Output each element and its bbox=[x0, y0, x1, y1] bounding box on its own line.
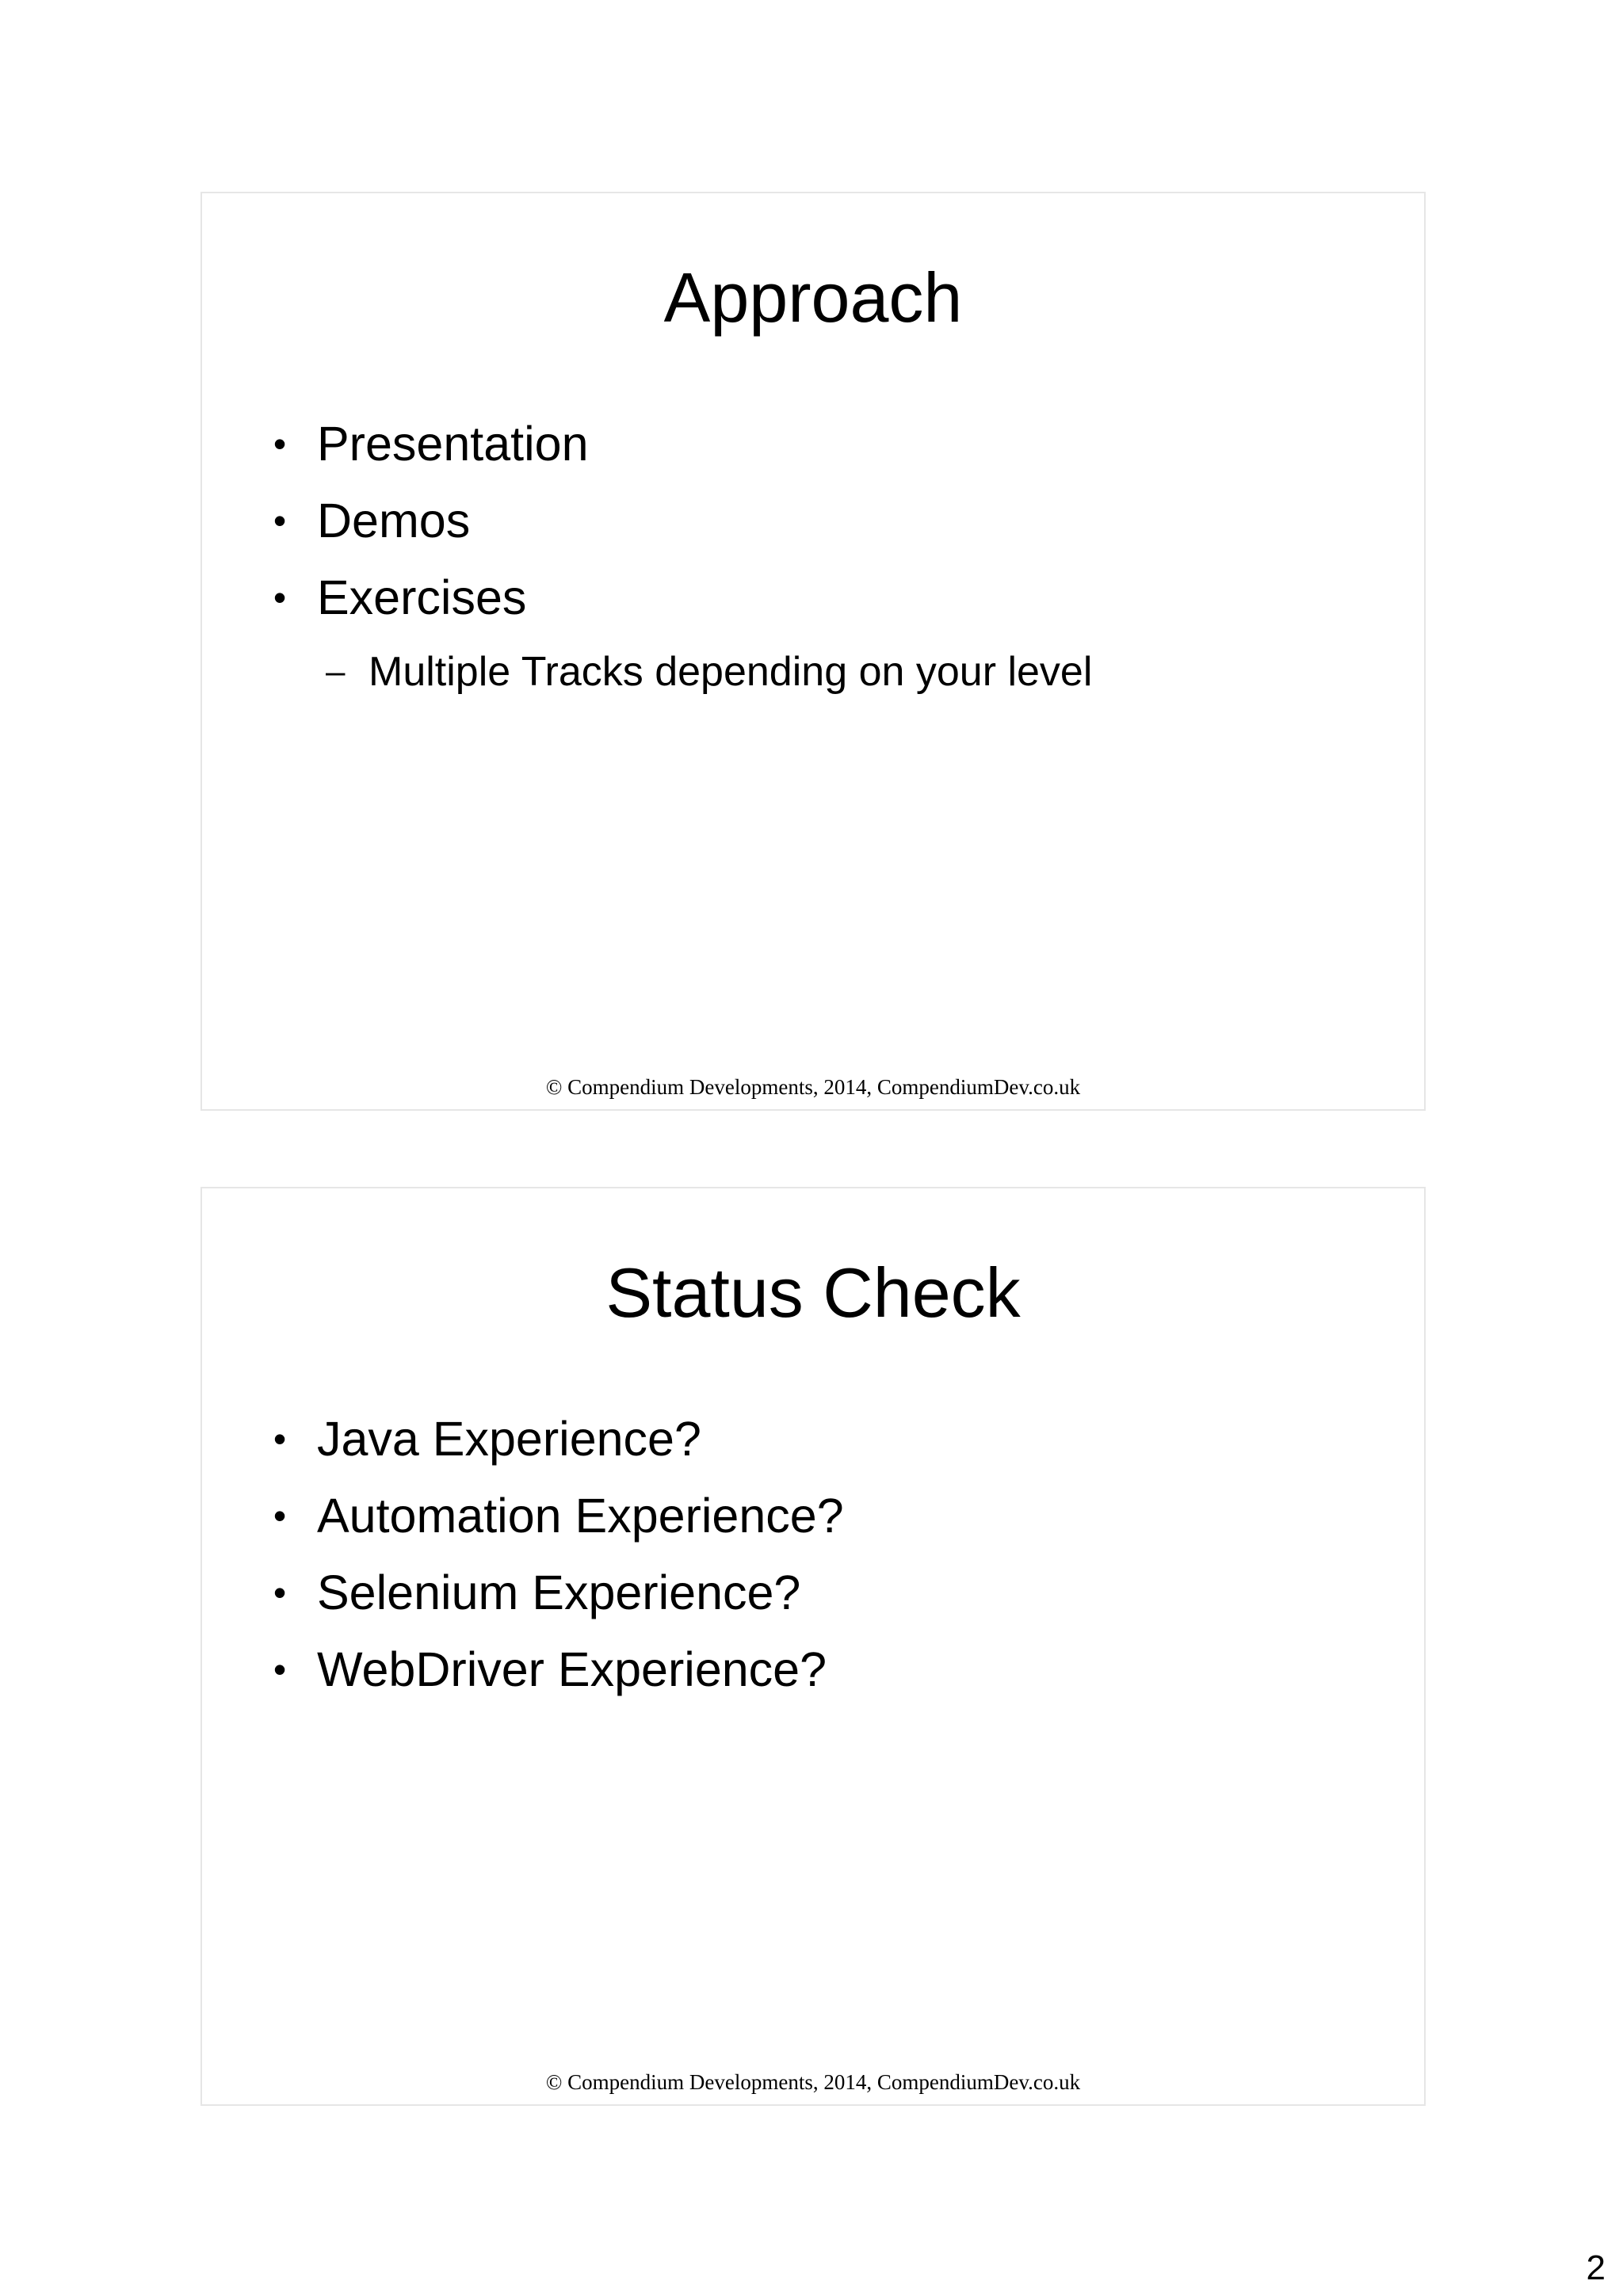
bullet-marker-icon: • bbox=[273, 500, 287, 541]
bullet-text: Automation Experience? bbox=[317, 1489, 844, 1543]
bullet-marker-icon: • bbox=[273, 423, 287, 464]
bullet-list bbox=[273, 406, 1092, 707]
bullet-item bbox=[273, 559, 1092, 707]
bullet-text: Demos bbox=[317, 494, 471, 547]
slide-approach bbox=[200, 192, 1426, 1111]
bullet-marker-icon: • bbox=[273, 1418, 287, 1459]
bullet-marker-icon: • bbox=[273, 577, 287, 618]
bullet-text: Presentation bbox=[317, 417, 589, 471]
bullet-item bbox=[273, 406, 1092, 482]
bullet-marker-icon: • bbox=[273, 1572, 287, 1613]
slide-footer: © Compendium Developments, 2014, CompendiumDev.co.uk bbox=[545, 2070, 1081, 2094]
page-number: 2 bbox=[1586, 2248, 1606, 2287]
sub-bullet-item bbox=[273, 636, 1092, 707]
bullet-item bbox=[273, 1478, 844, 1554]
sub-bullet-list bbox=[317, 636, 1092, 707]
bullet-text: WebDriver Experience? bbox=[317, 1642, 827, 1696]
bullet-list bbox=[273, 1401, 844, 1708]
bullet-text: Exercises bbox=[317, 570, 527, 624]
bullet-marker-icon: • bbox=[273, 1649, 287, 1690]
bullet-text: Java Experience? bbox=[317, 1412, 701, 1466]
bullet-item bbox=[273, 1401, 844, 1478]
dash-marker-icon: – bbox=[326, 652, 346, 691]
sub-bullet-text: Multiple Tracks depending on your level bbox=[369, 649, 1093, 695]
slide-title: Approach bbox=[663, 258, 963, 337]
bullet-item bbox=[273, 482, 1092, 559]
slide-status-check bbox=[200, 1187, 1426, 2106]
bullet-text: Selenium Experience? bbox=[317, 1566, 801, 1619]
bullet-item bbox=[273, 1554, 844, 1631]
bullet-item bbox=[273, 1631, 844, 1708]
slide-footer: © Compendium Developments, 2014, CompendiumDev.co.uk bbox=[545, 1075, 1081, 1099]
bullet-marker-icon: • bbox=[273, 1495, 287, 1536]
slide-title: Status Check bbox=[605, 1253, 1021, 1332]
